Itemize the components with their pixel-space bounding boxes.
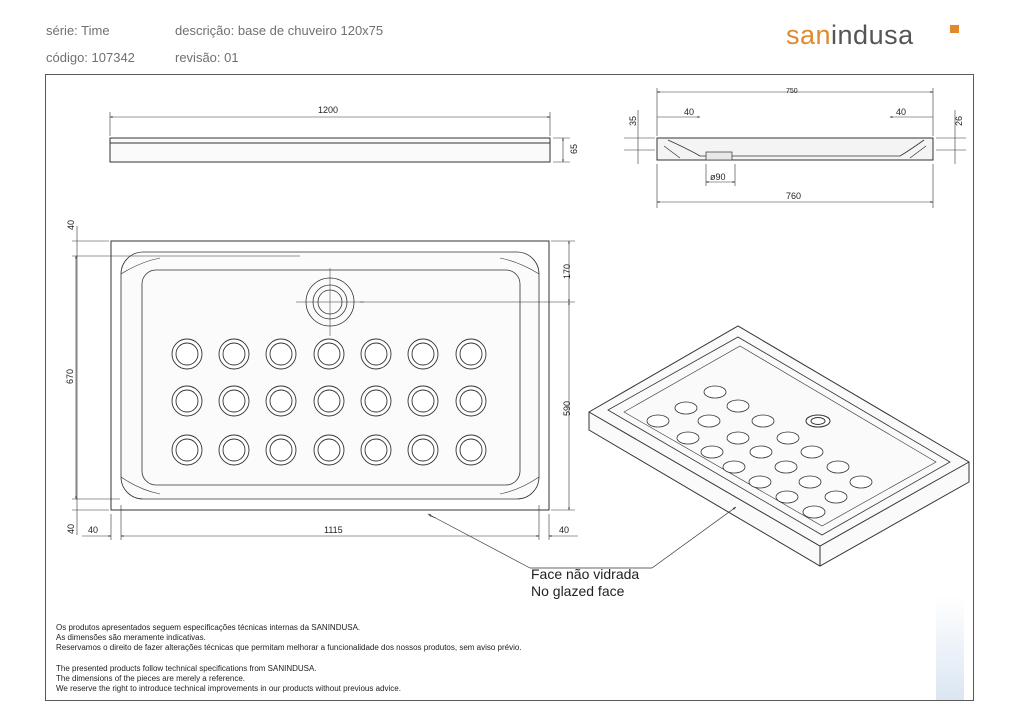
dim-width-1200: 1200 [318, 105, 339, 115]
iso-anti-slip-dot [850, 476, 872, 488]
iso-anti-slip-dot [752, 415, 774, 427]
anti-slip-dot [223, 439, 245, 461]
iso-anti-slip-dot [777, 432, 799, 444]
iso-anti-slip-dot [727, 432, 749, 444]
iso-anti-slip-dot [801, 446, 823, 458]
iso-anti-slip-dot [698, 415, 720, 427]
note-pt-3: Reservamos o direito de fazer alterações técnicas que permitam melhorar a funcionalidade dos nossos produtos, sem aviso prévio. [56, 643, 522, 652]
description-label: descrição: base de chuveiro 120x75 [175, 23, 384, 38]
iso-anti-slip-dot [677, 432, 699, 444]
dim-plan-40-top: 40 [66, 219, 76, 230]
anti-slip-dot [460, 390, 482, 412]
anti-slip-dot [365, 343, 387, 365]
anti-slip-dot [412, 343, 434, 365]
dim-height-65: 65 [569, 143, 579, 154]
dim-plan-1115: 1115 [324, 525, 343, 535]
anti-slip-dot [176, 390, 198, 412]
watermark-image [936, 596, 964, 700]
anti-slip-dot [270, 390, 292, 412]
iso-anti-slip-dot [803, 506, 825, 518]
dim-plan-40-bottom: 40 [66, 523, 76, 534]
note-pt-2: As dimensões são meramente indicativas. [56, 633, 206, 642]
anti-slip-dot [460, 343, 482, 365]
dim-plan-590: 590 [562, 400, 572, 416]
note-en-3: We reserve the right to introduce technical improvements in our products without previous advice. [56, 684, 401, 693]
dim-35: 35 [628, 115, 638, 126]
iso-anti-slip-dot [647, 415, 669, 427]
no-glazed-face-callout: Face não vidrada No glazed face [531, 566, 640, 599]
anti-slip-dot [318, 439, 340, 461]
anti-slip-dot [365, 390, 387, 412]
anti-slip-dot [412, 390, 434, 412]
anti-slip-dot [270, 343, 292, 365]
sanindusa-logo: sanindusa [786, 20, 914, 51]
anti-slip-dot [176, 439, 198, 461]
anti-slip-dot [460, 439, 482, 461]
revision-label: revisão: 01 [175, 50, 239, 65]
series-label: série: Time [46, 23, 110, 38]
anti-slip-dot [318, 343, 340, 365]
plan-view [72, 226, 578, 540]
iso-anti-slip-dot [723, 461, 745, 473]
anti-slip-dot [412, 439, 434, 461]
dim-plan-40-right: 40 [559, 525, 570, 535]
dim-plan-170: 170 [562, 263, 572, 279]
iso-anti-slip-dot [827, 461, 849, 473]
section-view [624, 88, 966, 208]
anti-slip-dot [223, 390, 245, 412]
dim-40-right: 40 [896, 107, 907, 117]
elevation-view [110, 112, 570, 162]
dim-40-left: 40 [684, 107, 695, 117]
anti-slip-dot [270, 439, 292, 461]
iso-anti-slip-dot [704, 386, 726, 398]
dim-plan-40-left: 40 [88, 525, 99, 535]
anti-slip-dot [365, 439, 387, 461]
iso-anti-slip-dot [675, 402, 697, 414]
iso-anti-slip-dot [701, 446, 723, 458]
note-en-2: The dimensions of the pieces are merely a reference. [56, 674, 245, 683]
anti-slip-dot [176, 343, 198, 365]
dim-drain-90: ø90 [710, 172, 726, 182]
iso-anti-slip-dot [825, 491, 847, 503]
anti-slip-dot [318, 390, 340, 412]
iso-anti-slip-dot [749, 476, 771, 488]
dim-750: 750 [786, 88, 798, 95]
iso-anti-slip-dot [750, 446, 772, 458]
note-en-1: The presented products follow technical specifications from SANINDUSA. [56, 664, 317, 673]
iso-anti-slip-dot [799, 476, 821, 488]
dim-plan-670: 670 [65, 368, 75, 384]
iso-anti-slip-dot [776, 491, 798, 503]
code-label: código: 107342 [46, 50, 135, 65]
anti-slip-dot [223, 343, 245, 365]
iso-anti-slip-dot [727, 400, 749, 412]
dim-26: 26 [954, 115, 964, 126]
dim-760: 760 [786, 191, 802, 201]
note-pt-1: Os produtos apresentados seguem especificações técnicas internas da SANINDUSA. [56, 623, 361, 632]
iso-anti-slip-dot [775, 461, 797, 473]
